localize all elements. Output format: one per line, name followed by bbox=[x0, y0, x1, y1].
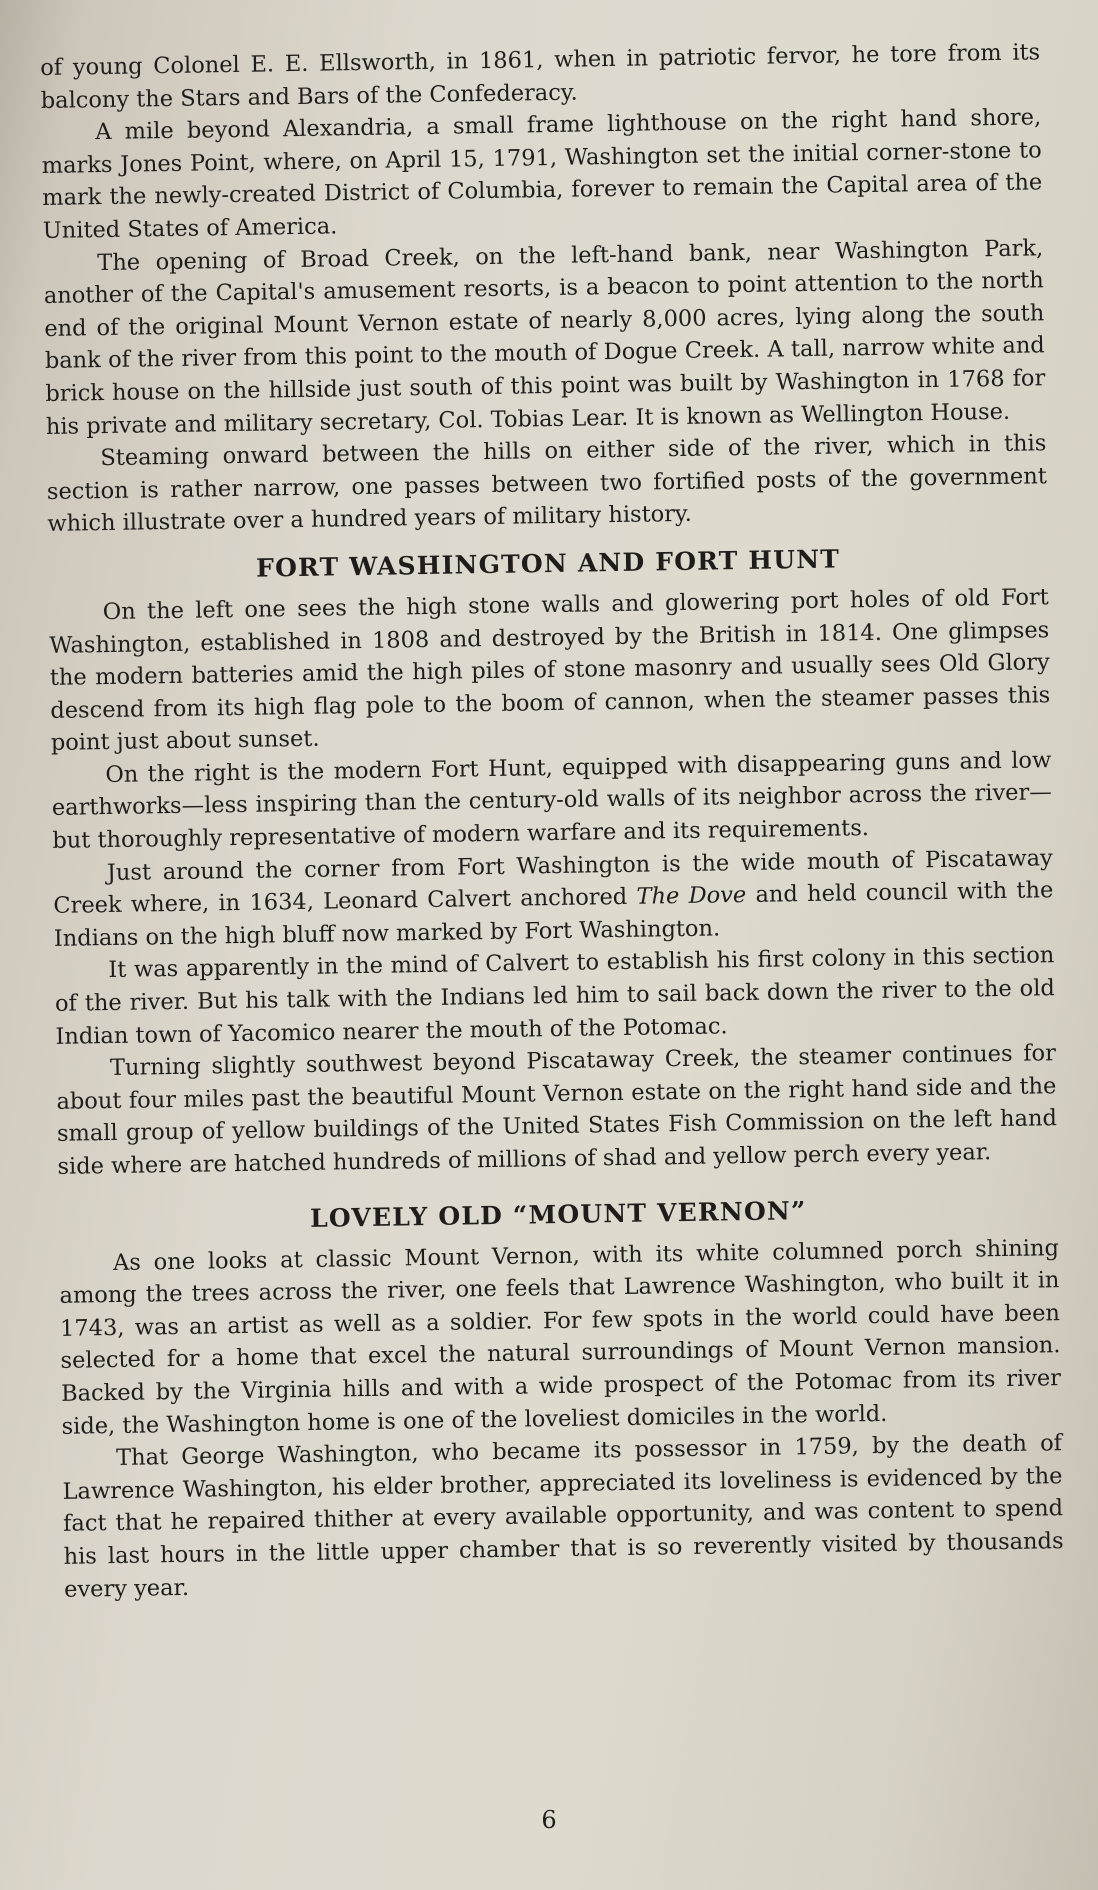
paragraph-classic-mount-vernon: As one looks at classic Mount Vernon, with its white columned porch shining among the trees across the river, one feels that Lawrence Washington, who built it in 1743, was an artist as well as a soldier. For few spots in the world could have been selected for a home that excel the natural surroundings of Mount Vernon mansion. Backed by the Virginia hills and with a wide prospect of the Potomac from its river side, the Washington home is one of the loveliest domiciles in the world. bbox=[59, 1234, 1062, 1440]
paragraph-fort-hunt: On the right is the modern Fort Hunt, equipped with disappearing guns and low earthworks—less inspiring than the century-old walls of its neighbor across the river—but thoroughly representative of modern warfare and its requirements. bbox=[51, 747, 1052, 854]
paragraph-piscataway bbox=[53, 842, 1054, 955]
ship-name-the-dove: The Dove bbox=[636, 882, 747, 910]
text-column bbox=[40, 36, 1064, 1606]
paragraph-jones-point: A mile beyond Alexandria, a small frame lighthouse on the right hand shore, marks Jones Point, where, on April 15, 1791, Washington set the initial corner-stone to mark the newly-created District of Columbia, forever to remain the Capital area of the United States of America. bbox=[41, 104, 1043, 244]
page-number: 6 bbox=[541, 1806, 557, 1834]
paragraph-ellsworth: of young Colonel E. E. Ellsworth, in 1861, when in patriotic fervor, he tore from its balcony the Stars and Bars of the Confederacy. bbox=[40, 39, 1041, 114]
piscataway-text-start: Just around the corner from Fort Washington is the wide mouth of Piscataway Creek where, in 1634, Leonard Calvert anchored bbox=[53, 844, 1053, 920]
paragraph-turning-southwest: Turning slightly southwest beyond Piscataway Creek, the steamer continues for about four miles past the beautiful Mount Vernon estate on the right hand side and the small group of yellow buildings of the United States Fish Commission on the left hand side where are hatched hundreds of millions of shad and yellow perch every year. bbox=[56, 1040, 1058, 1180]
paragraph-steaming-onward: Steaming onward between the hills on either side of the river, which in this section is rather narrow, one passes between two fortified posts of the government which illustrate over a hundred years of military history. bbox=[46, 430, 1047, 538]
heading-fort-washington: FORT WASHINGTON AND FORT HUNT bbox=[255, 544, 841, 583]
piscataway-text-end: and held council with the Indians on the high bluff now marked by Fort Washington. bbox=[53, 877, 1054, 952]
paragraph-old-fort: On the left one sees the high stone walls and glowering port holes of old Fort Washington, established in 1808 and destroyed by the British in 1814. One glimpses the modern batteries amid the high piles of stone masonry and usually sees Old Glory descend from its high flag pole to the boom of cannon, when the steamer passes this point just about sunset. bbox=[49, 584, 1051, 757]
heading-mount-vernon: LOVELY OLD “MOUNT VERNON” bbox=[309, 1195, 807, 1233]
paragraph-calvert-colony: It was apparently in the mind of Calvert to establish his first colony in this section of the river. But his talk with the Indians led him to sail back down the river to the old Indian town of Yacomico nearer the mouth of the Potomac. bbox=[54, 942, 1056, 1050]
paragraph-george-washington: That George Washington, who became its possessor in 1759, by the death of Lawrence Washington, his elder brother, appreciated its loveliness is evidenced by the fact that he repaired thither at every available opportunity, and was content to spend his last hours in the little upper chamber that is so reverently visited by thousands every year. bbox=[62, 1430, 1064, 1603]
paragraph-broad-creek: The opening of Broad Creek, on the left-hand bank, near Washington Park, another of the Capital's amusement resorts, is a beacon to point attention to the north end of the original Mount Vernon estate of nearly 8,000 acres, lying along the south bank of the river from this point to the mouth of Dogue Creek. A tall, narrow white and brick house on the hillside just south of this point was built by Washington in 1768 for his private and military secretary, Col. Tobias Lear. It is known as Wellington House. bbox=[43, 234, 1046, 440]
